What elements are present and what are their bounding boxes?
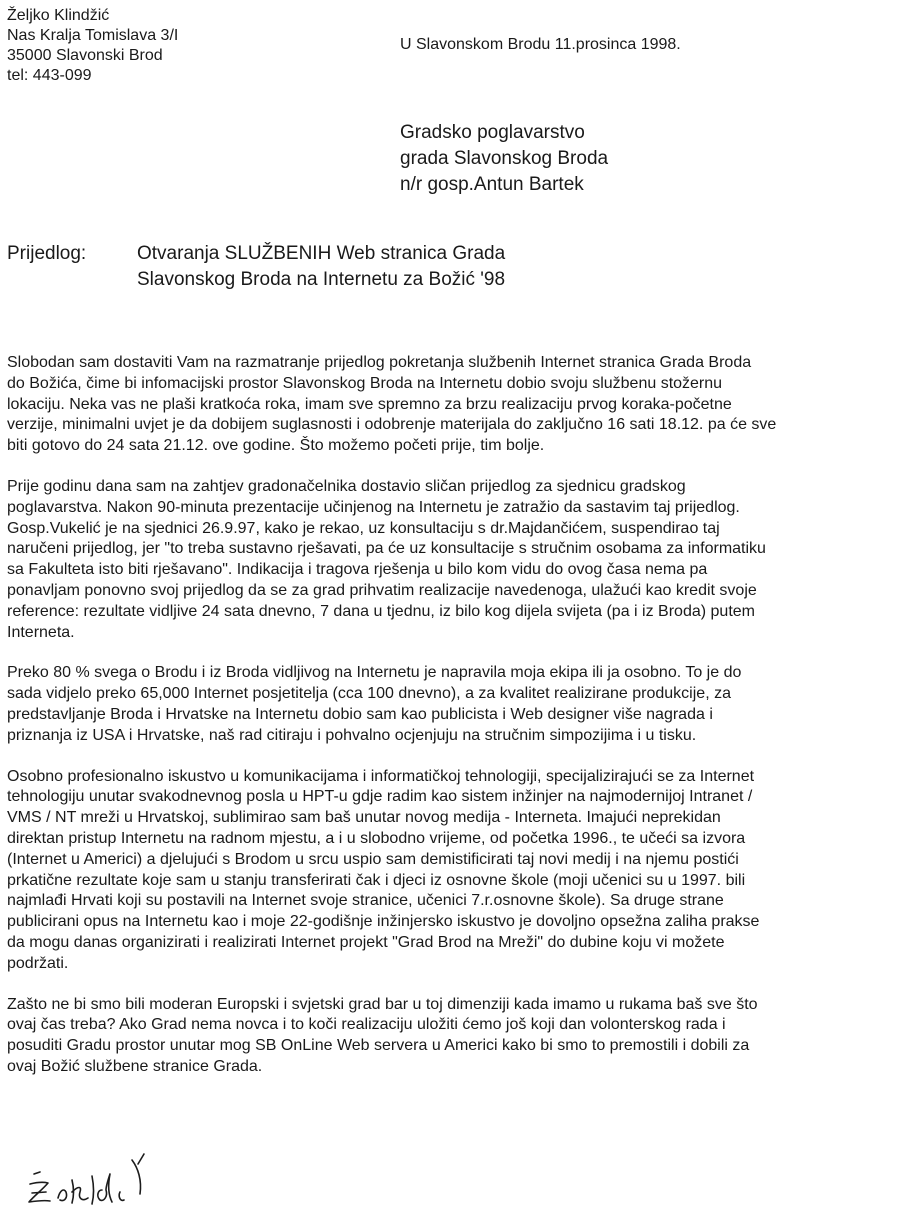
paragraph (7, 353, 895, 457)
sender-city: 35000 Slavonski Brod (7, 47, 163, 64)
recipient-line: n/r gosp.Antun Bartek (400, 174, 584, 195)
text-line: najmlađi Hrvati koji su postavili na Internet svoje stranice, učenici 7.r.osnovne škole). Sa druge strane (7, 892, 724, 910)
text-line: Interneta. (7, 623, 75, 641)
text-line: lokaciju. Neka vas ne plaši kratkoća roka, imam sve spremno za brzu realizaciju prvog koraka-početne (7, 395, 732, 413)
text-line: poglavarstva. Nakon 90-minuta prezentacije učinjenog na Internetu je zatražio da sastavim taj prijedlog. (7, 498, 740, 516)
text-line: Slobodan sam dostaviti Vam na razmatranje prijedlog pokretanja službenih Internet stranica Grada Broda (7, 354, 752, 371)
text-line: verzije, minimalni uvjet je da dobijem suglasnosti i odobrenje materijala do zaključno 16 sati 18.12. pa će sve (7, 416, 777, 434)
text-line: biti gotovo do 24 sata 21.12. ove godine. Što možemo početi prije, tim bolje. (7, 437, 545, 455)
text-line: (Internet u Americi) a djelujući s Brodom u srcu uspio sam demistificirati taj novi medij i na njemu postići (7, 850, 739, 868)
subject-label: Prijedlog: (7, 243, 87, 264)
text-line: ponavljam ponovno svoj prijedlog da se za grad prihvatim realizacije navedenoga, ulažući kao kredit svoje (7, 581, 757, 599)
sender-block (7, 6, 178, 86)
paragraph (7, 767, 895, 975)
subject-line: Slavonskog Broda na Internetu za Božić '98 (137, 269, 506, 290)
recipient-line: grada Slavonskog Broda (400, 148, 609, 169)
text-line: Prije godinu dana sam na zahtjev gradonačelnika dostavio sličan prijedlog za sjednicu gradskog (7, 477, 686, 495)
text-line: do Božića, čime bi infomacijski prostor Slavonskog Broda na Internetu dobio svoju službenu stožernu (7, 374, 723, 392)
sender-name: Željko Klindžić (7, 7, 110, 24)
text-line: posuditi Gradu prostor unutar mog SB OnLine Web servera u Americi kako bi smo to premostili i dobili za (7, 1037, 750, 1055)
text-line: predstavljanje Broda i Hrvatske na Internetu dobio sam kao publicista i Web designer više nagrada i (7, 705, 713, 723)
text-line: ovaj čas treba? Ako Grad nema novca i to koči realizaciju uložiti ćemo još koji dan volonterskog rada i (7, 1016, 726, 1034)
text-line: podržati. (7, 954, 69, 972)
paragraph (7, 477, 895, 643)
sender-phone: tel: 443-099 (7, 67, 92, 84)
paragraph (7, 995, 895, 1078)
text-line: naručeni prijedlog, jer "to treba sustavno rješavati, pa će uz konsultacije s stručnim osobama za informatiku (7, 540, 766, 558)
text-line: tehnologiju unutar svakodnevnog posla u HPT-u gdje radim kao sistem inžinjer na najmodernijoj Intranet / (7, 788, 753, 806)
recipient-block (400, 120, 608, 198)
text-line: Gosp.Vukelić je na sjednici 26.9.97, kako je rekao, uz konsultaciju s dr.Majdančićem, suspendirao taj (7, 519, 720, 537)
sender-street: Nas Kralja Tomislava 3/I (7, 27, 179, 44)
paragraph (7, 663, 895, 746)
text-line: direktan pristup Internetu na radnom mjestu, a i u slobodno vrijeme, od početka 1996., te učeći sa izvora (7, 829, 746, 847)
text-line: sada vidjelo preko 65,000 Internet posjetitelja (cca 100 dnevno), a za kvalitet realizirane produkcije, za (7, 685, 731, 703)
text-line: priznanja iz USA i Hrvatske, naš rad citiraju i pohvalno ocjenjuju na stručnim simpozijima i u tisku. (7, 726, 697, 744)
letter-body (7, 353, 895, 1098)
text-line: da mogu danas organizirati i realizirati Internet projekt "Grad Brod na Mreži" do dubine koju vi možete (7, 933, 725, 951)
text-line: publicirani opus na Internetu kao i moje 22-godišnje inžinjersko iskustvo je dovoljno opsežna zaliha prakse (7, 913, 760, 931)
handwritten-signature (20, 1140, 240, 1215)
text-line: ovaj Božić službene stranice Grada. (7, 1057, 263, 1075)
text-line: reference: rezultate vidljive 24 sata dnevno, 7 dana u tjednu, iz bilo kog dijela svijeta (pa i iz Broda) putem (7, 602, 755, 620)
text-line: sa Fakulteta isto biti rješavano". Indikacija i tragova rješenja u bilo kom vidu do ovog časa nema pa (7, 561, 708, 579)
recipient-line: Gradsko poglavarstvo (400, 122, 585, 143)
subject-text (137, 241, 505, 293)
date-line: U Slavonskom Brodu 11.prosinca 1998. (400, 36, 681, 53)
text-line: Osobno profesionalno iskustvo u komunikacijama i informatičkoj tehnologiji, specijalizirajući se za Internet (7, 767, 755, 785)
text-line: VMS / NT mreži u Hrvatskoj, sublimirao sam baš unutar novog medija - Interneta. Imajući neprekidan (7, 809, 721, 827)
text-line: Zašto ne bi smo bili moderan Europski i svjetski grad bar u toj dimenziji kada imamo u rukama baš sve što (7, 995, 758, 1013)
text-line: prkatične rezultate koje sam u stanju transferirati čak i djeci iz osnovne škole (moji učenici su u 1997. bili (7, 871, 746, 889)
text-line: Preko 80 % svega o Brodu i iz Broda vidljivog na Internetu je napravila moja ekipa ili ja osobno. To je do (7, 664, 742, 682)
subject-line: Otvaranja SLUŽBENIH Web stranica Grada (137, 243, 506, 264)
